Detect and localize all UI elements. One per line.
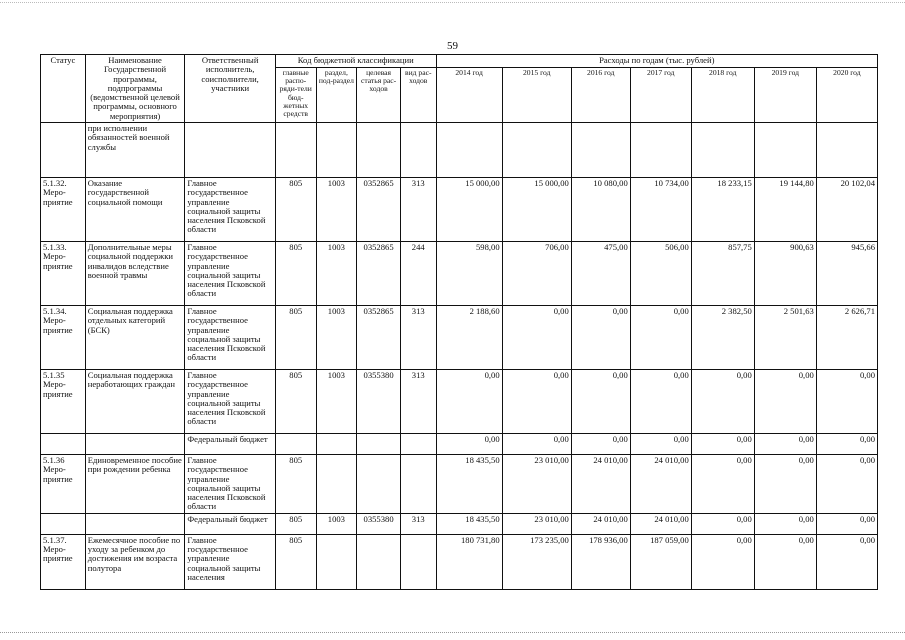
col-header-grbs: главные распо-ряди-тели бюд-жетных средств [275, 67, 316, 122]
cell-expense-type [400, 122, 436, 177]
cell-section: 1003 [316, 177, 357, 241]
cell-2016: 10 080,00 [571, 177, 630, 241]
cell-status: 5.1.32. Меро-приятие [41, 177, 86, 241]
cell-target-item: 0352865 [357, 177, 401, 241]
cell-2014: 18 435,50 [436, 454, 502, 513]
cell-responsible: Главное государственное управление социальной защиты населения Псковской области [185, 305, 276, 369]
cell-2019 [754, 122, 816, 177]
cell-section [316, 454, 357, 513]
cell-2018: 0,00 [691, 433, 754, 454]
cell-section: 1003 [316, 513, 357, 534]
table-row [41, 177, 878, 241]
cell-grbs: 805 [275, 241, 316, 305]
cell-2014 [436, 122, 502, 177]
cell-target-item: 0355380 [357, 369, 401, 433]
cell-status: 5.1.36 Меро-приятие [41, 454, 86, 513]
col-header-year-2019: 2019 год [754, 67, 816, 122]
header-row-top [41, 55, 878, 68]
cell-status [41, 513, 86, 534]
cell-2014: 0,00 [436, 433, 502, 454]
cell-status: 5.1.37. Меро-приятие [41, 534, 86, 589]
cell-section [316, 534, 357, 589]
col-header-status: Статус [41, 55, 86, 123]
cell-2018: 0,00 [691, 454, 754, 513]
cell-section: 1003 [316, 305, 357, 369]
cell-2017: 0,00 [630, 369, 691, 433]
cell-2014: 15 000,00 [436, 177, 502, 241]
cell-2017: 0,00 [630, 433, 691, 454]
cell-2015 [502, 122, 571, 177]
cell-responsible: Главное государственное управление социальной защиты населения Псковской области [185, 177, 276, 241]
cell-2019: 0,00 [754, 534, 816, 589]
cell-2017: 24 010,00 [630, 513, 691, 534]
cell-2017: 187 059,00 [630, 534, 691, 589]
cell-section [316, 122, 357, 177]
cell-expense-type: 244 [400, 241, 436, 305]
cell-responsible: Главное государственное управление социальной защиты населения Псковской области [185, 241, 276, 305]
top-border-line [0, 2, 905, 4]
cell-target-item: 0352865 [357, 241, 401, 305]
cell-2014: 598,00 [436, 241, 502, 305]
cell-status [41, 433, 86, 454]
cell-2016: 24 010,00 [571, 454, 630, 513]
cell-2014: 2 188,60 [436, 305, 502, 369]
table-row [41, 454, 878, 513]
cell-name: Дополнительные меры социальной поддержки инвалидов вследствие военной травмы [85, 241, 185, 305]
cell-status [41, 122, 86, 177]
cell-2018: 2 382,50 [691, 305, 754, 369]
cell-target-item: 0355380 [357, 513, 401, 534]
cell-status: 5.1.34. Меро-приятие [41, 305, 86, 369]
cell-target-item: 0352865 [357, 305, 401, 369]
cell-2016 [571, 122, 630, 177]
cell-section [316, 433, 357, 454]
cell-2014: 180 731,80 [436, 534, 502, 589]
cell-2018: 0,00 [691, 513, 754, 534]
col-header-year-2015: 2015 год [502, 67, 571, 122]
cell-2018: 0,00 [691, 369, 754, 433]
cell-status: 5.1.35 Меро-приятие [41, 369, 86, 433]
cell-expense-type: 313 [400, 305, 436, 369]
cell-2016: 0,00 [571, 433, 630, 454]
cell-responsible [185, 122, 276, 177]
table-row [41, 122, 878, 177]
cell-name [85, 513, 185, 534]
cell-2015: 173 235,00 [502, 534, 571, 589]
table-row [41, 241, 878, 305]
cell-target-item [357, 534, 401, 589]
cell-2015: 0,00 [502, 369, 571, 433]
cell-responsible: Главное государственное управление социальной защиты населения Псковской области [185, 369, 276, 433]
cell-expense-type [400, 433, 436, 454]
cell-2020: 20 102,04 [816, 177, 877, 241]
col-header-section: раздел, под-раздел [316, 67, 357, 122]
cell-target-item [357, 433, 401, 454]
bottom-border-line [0, 632, 905, 634]
cell-2018: 857,75 [691, 241, 754, 305]
cell-2016: 0,00 [571, 305, 630, 369]
cell-2017: 506,00 [630, 241, 691, 305]
cell-2015: 0,00 [502, 433, 571, 454]
page-number: 59 [447, 40, 458, 52]
cell-grbs: 805 [275, 454, 316, 513]
cell-section: 1003 [316, 241, 357, 305]
table-row [41, 305, 878, 369]
cell-2016: 24 010,00 [571, 513, 630, 534]
cell-2020: 0,00 [816, 534, 877, 589]
cell-expense-type: 313 [400, 369, 436, 433]
cell-2018: 18 233,15 [691, 177, 754, 241]
cell-2015: 706,00 [502, 241, 571, 305]
cell-grbs: 805 [275, 369, 316, 433]
cell-2014: 0,00 [436, 369, 502, 433]
cell-expense-type: 313 [400, 513, 436, 534]
cell-2015: 23 010,00 [502, 454, 571, 513]
budget-table [40, 54, 878, 590]
cell-name: Оказание государственной социальной помощи [85, 177, 185, 241]
cell-2019: 900,63 [754, 241, 816, 305]
cell-expense-type: 313 [400, 177, 436, 241]
cell-2017: 0,00 [630, 305, 691, 369]
cell-grbs: 805 [275, 305, 316, 369]
cell-2020: 945,66 [816, 241, 877, 305]
cell-2020: 0,00 [816, 454, 877, 513]
table-row [41, 369, 878, 433]
cell-responsible: Главное государственное управление социальной защиты населения Псковской области [185, 454, 276, 513]
table-row [41, 433, 878, 454]
cell-2019: 19 144,80 [754, 177, 816, 241]
cell-2020: 0,00 [816, 433, 877, 454]
col-header-name: Наименование Государственной программы, подпрограммы (ведомственной целевой программы, основного мероприятия) [85, 55, 185, 123]
table-row [41, 513, 878, 534]
cell-grbs [275, 433, 316, 454]
cell-2019: 0,00 [754, 513, 816, 534]
col-header-responsible: Ответственный исполнитель, соисполнители, участники [185, 55, 276, 123]
cell-2020: 2 626,71 [816, 305, 877, 369]
table-row [41, 534, 878, 589]
col-header-expenses: Расходы по годам (тыс. рублей) [436, 55, 877, 68]
cell-expense-type [400, 534, 436, 589]
cell-target-item [357, 122, 401, 177]
cell-name: Социальная поддержка неработающих граждан [85, 369, 185, 433]
cell-section: 1003 [316, 369, 357, 433]
cell-2015: 15 000,00 [502, 177, 571, 241]
cell-2015: 0,00 [502, 305, 571, 369]
col-header-expense-type: вид рас-ходов [400, 67, 436, 122]
cell-2020: 0,00 [816, 369, 877, 433]
cell-2019: 0,00 [754, 433, 816, 454]
cell-status: 5.1.33. Меро-приятие [41, 241, 86, 305]
col-header-year-2017: 2017 год [630, 67, 691, 122]
cell-name: при исполнении обязанностей военной службы [85, 122, 185, 177]
cell-2020 [816, 122, 877, 177]
cell-2018 [691, 122, 754, 177]
cell-name: Ежемесячное пособие по уходу за ребенком до достижения им возраста полутора [85, 534, 185, 589]
cell-2018: 0,00 [691, 534, 754, 589]
cell-target-item [357, 454, 401, 513]
cell-grbs [275, 122, 316, 177]
cell-2017 [630, 122, 691, 177]
cell-2014: 18 435,50 [436, 513, 502, 534]
cell-2015: 23 010,00 [502, 513, 571, 534]
cell-2019: 0,00 [754, 369, 816, 433]
cell-2020: 0,00 [816, 513, 877, 534]
cell-2016: 178 936,00 [571, 534, 630, 589]
cell-expense-type [400, 454, 436, 513]
cell-responsible: Главное государственное управление социальной защиты населения [185, 534, 276, 589]
col-header-budget-code: Код бюджетной классификации [275, 55, 436, 68]
cell-2016: 475,00 [571, 241, 630, 305]
col-header-year-2020: 2020 год [816, 67, 877, 122]
cell-grbs: 805 [275, 513, 316, 534]
col-header-year-2018: 2018 год [691, 67, 754, 122]
cell-2019: 2 501,63 [754, 305, 816, 369]
cell-grbs: 805 [275, 177, 316, 241]
cell-2017: 24 010,00 [630, 454, 691, 513]
cell-responsible: Федеральный бюджет [185, 433, 276, 454]
cell-name: Единовременное пособие при рождении ребенка [85, 454, 185, 513]
cell-name: Социальная поддержка отдельных категорий (БСК) [85, 305, 185, 369]
cell-grbs: 805 [275, 534, 316, 589]
cell-name [85, 433, 185, 454]
col-header-target-item: целевая статья рас-ходов [357, 67, 401, 122]
col-header-year-2014: 2014 год [436, 67, 502, 122]
col-header-year-2016: 2016 год [571, 67, 630, 122]
cell-2016: 0,00 [571, 369, 630, 433]
cell-2019: 0,00 [754, 454, 816, 513]
cell-responsible: Федеральный бюджет [185, 513, 276, 534]
cell-2017: 10 734,00 [630, 177, 691, 241]
